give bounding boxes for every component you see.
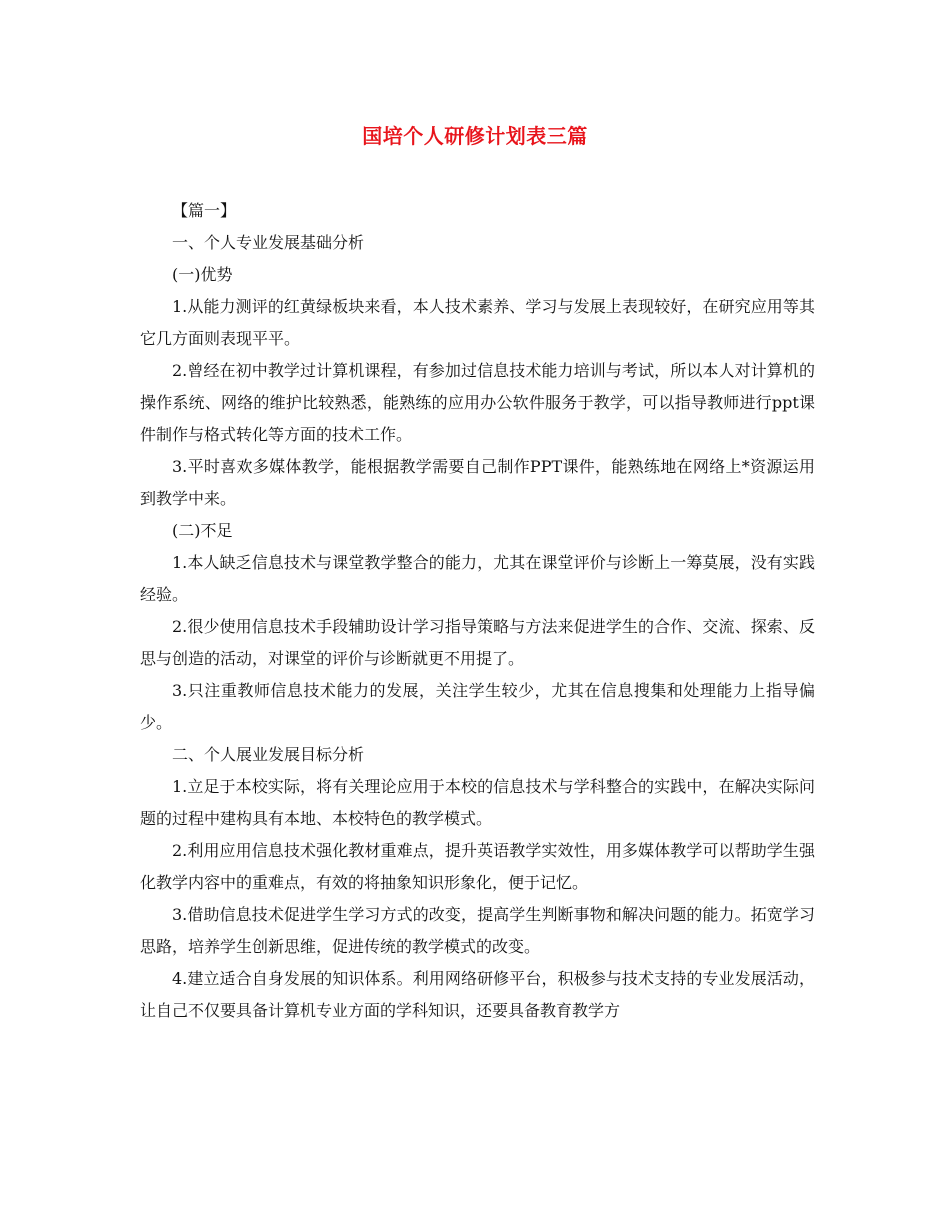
paragraph-goal-1: 1.立足于本校实际，将有关理论应用于本校的信息技术与学科整合的实践中，在解决实际问题的过程中建构具有本地、本校特色的教学模式。 xyxy=(140,777,815,828)
paragraph-strength-1: 1.从能力测评的红黄绿板块来看，本人技术素养、学习与发展上表现较好，在研究应用等其它几方面则表现平平。 xyxy=(140,297,815,348)
paragraph-goal-4: 4.建立适合自身发展的知识体系。利用网络研修平台，积极参与技术支持的专业发展活动，让自己不仅要具备计算机专业方面的学科知识，还要具备教育教学方 xyxy=(140,969,815,1020)
document-body xyxy=(140,195,815,1027)
paragraph-strength-2: 2.曾经在初中教学过计算机课程，有参加过信息技术能力培训与考试，所以本人对计算机的操作系统、网络的维护比较熟悉，能熟练的应用办公软件服务于教学，可以指导教师进行ppt课件制作与格式转化等方面的技术工作。 xyxy=(140,361,815,444)
paragraph-weakness-3: 3.只注重教师信息技术能力的发展，关注学生较少，尤其在信息搜集和处理能力上指导偏少。 xyxy=(140,681,815,732)
document-title: 国培个人研修计划表三篇 xyxy=(362,124,588,148)
paragraph-goal-3: 3.借助信息技术促进学生学习方式的改变，提高学生判断事物和解决问题的能力。拓宽学习思路，培养学生创新思维，促进传统的教学模式的改变。 xyxy=(140,905,815,956)
paragraph-subheading-strengths: (一)优势 xyxy=(172,265,233,284)
paragraph-subheading-weaknesses: (二)不足 xyxy=(172,521,233,540)
paragraph-section-marker: 【篇一】 xyxy=(172,201,237,220)
paragraph-goal-2: 2.利用应用信息技术强化教材重难点，提升英语教学实效性，用多媒体教学可以帮助学生强化教学内容中的重难点，有效的将抽象知识形象化，便于记忆。 xyxy=(140,841,815,892)
paragraph-heading-1: 一、个人专业发展基础分析 xyxy=(172,233,365,252)
paragraph-strength-3: 3.平时喜欢多媒体教学，能根据教学需要自己制作PPT课件，能熟练地在网络上*资源运用到教学中来。 xyxy=(140,457,815,508)
paragraph-weakness-2: 2.很少使用信息技术手段辅助设计学习指导策略与方法来促进学生的合作、交流、探索、反思与创造的活动，对课堂的评价与诊断就更不用提了。 xyxy=(140,617,815,668)
paragraph-weakness-1: 1.本人缺乏信息技术与课堂教学整合的能力，尤其在课堂评价与诊断上一筹莫展，没有实践经验。 xyxy=(140,553,815,604)
paragraph-heading-2: 二、个人展业发展目标分析 xyxy=(172,745,365,764)
